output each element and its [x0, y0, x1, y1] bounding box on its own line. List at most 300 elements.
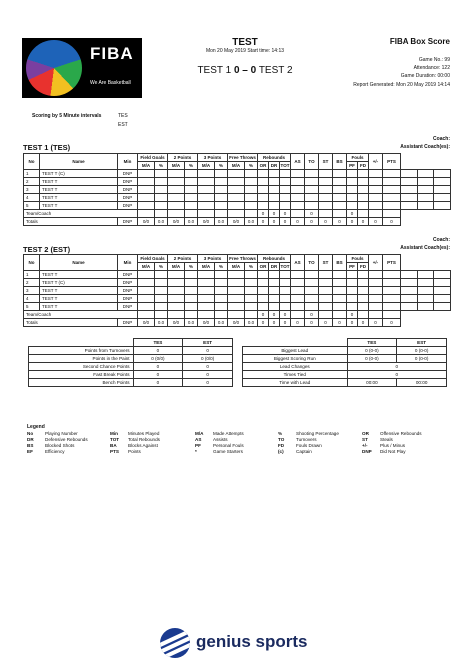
totals-pm: 0 [369, 319, 383, 327]
stats-row [29, 371, 233, 379]
game-duration: Game Duration: 00:00 [400, 73, 450, 79]
team1-assistant-coach: Assistant Coach(es): [400, 144, 450, 150]
stat-cell [168, 295, 185, 303]
stat-cell [245, 287, 258, 295]
stat-cell [369, 271, 383, 279]
basketball-globe-icon [26, 40, 82, 96]
stat-cell [258, 186, 269, 194]
stat-cell [401, 186, 418, 194]
legend-abbr: DR [27, 437, 34, 442]
col-pct: % [155, 162, 168, 170]
stat-cell [358, 170, 369, 178]
player-name: TEST T (C) [40, 279, 118, 287]
stat-cell [280, 295, 291, 303]
totals-p3-ma: 0/0 [198, 218, 215, 226]
stats-team2-header: EST [183, 339, 233, 347]
stat-cell [168, 202, 185, 210]
stat-cell [138, 303, 155, 311]
totals-st: 0 [319, 319, 333, 327]
stat-cell [198, 311, 215, 319]
legend-desc: Turnovers [296, 437, 317, 442]
stat-cell [280, 287, 291, 295]
totals-p3-ma: 0/0 [198, 319, 215, 327]
stat-cell [138, 186, 155, 194]
legend-desc: Steals [380, 437, 393, 442]
totals-p2-ma: 0/0 [168, 218, 185, 226]
stat-cell [347, 194, 358, 202]
stat-cell [358, 279, 369, 287]
stat-cell [401, 178, 418, 186]
col-pct: % [215, 263, 228, 271]
stats-team1-value: 0 [133, 363, 183, 371]
totals-fd: 0 [358, 218, 369, 226]
legend-abbr: AS [195, 437, 202, 442]
legend-abbr: +/- [362, 443, 368, 448]
stat-cell [245, 194, 258, 202]
intervals-team2: EST [118, 122, 128, 128]
legend-abbr: No [27, 431, 34, 436]
totals-st: 0 [319, 218, 333, 226]
stat-cell [319, 194, 333, 202]
totals-as: 0 [291, 319, 305, 327]
stat-cell [245, 279, 258, 287]
stat-cell [434, 303, 451, 311]
player-minutes: DNP [118, 202, 138, 210]
col-ma: M/A [138, 263, 155, 271]
col-dr: DR [269, 162, 280, 170]
stat-cell [333, 295, 347, 303]
stat-cell [434, 170, 451, 178]
totals-pf: 0 [347, 218, 358, 226]
player-name: TEST T [40, 303, 118, 311]
stats-team1-value: 0 (0/0) [133, 355, 183, 363]
stat-cell [369, 311, 383, 319]
player-number: 1 [24, 170, 40, 178]
scoreline [170, 65, 320, 76]
stat-cell [228, 210, 245, 218]
stat-cell [269, 279, 280, 287]
stat-cell [168, 194, 185, 202]
stat-cell [185, 194, 198, 202]
col-pct: % [215, 162, 228, 170]
stat-cell [401, 303, 418, 311]
stat-cell [305, 287, 319, 295]
col-ma: M/A [168, 263, 185, 271]
player-number: 5 [24, 303, 40, 311]
stat-cell [369, 170, 383, 178]
player-number: 2 [24, 279, 40, 287]
player-number: 1 [24, 271, 40, 279]
stats-team2-value: 0 [183, 347, 233, 355]
stat-cell [228, 271, 245, 279]
stat-cell [358, 303, 369, 311]
legend-title: Legend [27, 424, 45, 430]
stat-cell [245, 178, 258, 186]
team2-coach: Coach: [433, 237, 450, 243]
team-stats-left-table [28, 338, 233, 387]
legend-abbr: TO [278, 437, 285, 442]
stats-team2-value: 0 (0/0) [183, 355, 233, 363]
stats-label: Biggest Lead [243, 347, 348, 355]
stat-cell [155, 194, 168, 202]
stat-cell [185, 170, 198, 178]
stat-cell [347, 295, 358, 303]
genius-sports-logo [160, 626, 320, 662]
col-pct: % [185, 162, 198, 170]
stat-cell [291, 202, 305, 210]
stat-cell [333, 186, 347, 194]
legend-column-5 [362, 431, 422, 455]
stat-cell [215, 186, 228, 194]
stat-cell [369, 279, 383, 287]
stats-team1-value: 0 [133, 379, 183, 387]
stat-cell [358, 194, 369, 202]
stat-cell [358, 295, 369, 303]
totals-bs: 0 [333, 218, 347, 226]
col-3-points: 3 Points [198, 154, 228, 162]
totals-label: Totals [24, 218, 118, 226]
fiba-tagline: We Are Basketball [90, 80, 131, 86]
game-title: TEST [232, 37, 258, 48]
col-3-points: 3 Points [198, 255, 228, 263]
stat-cell [269, 303, 280, 311]
stat-cell [434, 194, 451, 202]
stat-cell [383, 202, 401, 210]
totals-tot: 0 [280, 218, 291, 226]
col-fouls: Fouls [347, 255, 369, 263]
team1-heading: TEST 1 (TES) [23, 143, 71, 152]
stats-row [29, 379, 233, 387]
stat-cell [228, 194, 245, 202]
col-min: Min [118, 154, 138, 170]
stats-team2-value: 00:00 [397, 379, 447, 387]
teamcoach-dr: 0 [269, 210, 280, 218]
player-minutes: DNP [118, 279, 138, 287]
stat-cell [305, 295, 319, 303]
legend-desc: Made Attempts [213, 431, 244, 436]
stat-cell [228, 170, 245, 178]
legend-entry [195, 449, 244, 455]
stat-cell [258, 202, 269, 210]
stat-cell [358, 311, 369, 319]
stat-cell [434, 186, 451, 194]
table-row [24, 170, 451, 178]
stat-cell [434, 202, 451, 210]
stat-cell [215, 194, 228, 202]
stat-cell [155, 210, 168, 218]
stat-cell [269, 295, 280, 303]
stat-cell [258, 178, 269, 186]
stat-cell [369, 303, 383, 311]
stat-cell [215, 295, 228, 303]
stat-cell [258, 303, 269, 311]
stat-cell [155, 287, 168, 295]
stats-label: Lead Changes [243, 363, 348, 371]
table-row [24, 303, 451, 311]
stat-cell [198, 271, 215, 279]
stat-cell [369, 202, 383, 210]
stat-cell [333, 311, 347, 319]
totals-row [24, 218, 451, 226]
stat-cell [369, 178, 383, 186]
stat-cell [319, 271, 333, 279]
stats-label: Points from Turnovers [29, 347, 134, 355]
stat-cell [245, 303, 258, 311]
stat-cell [305, 303, 319, 311]
stats-team2-value: 0 [183, 371, 233, 379]
stat-cell [280, 303, 291, 311]
col-ma: M/A [168, 162, 185, 170]
stat-cell [245, 295, 258, 303]
stat-cell [305, 194, 319, 202]
legend-desc: Offensive Rebounds [380, 431, 422, 436]
legend-desc: Playing Number [45, 431, 78, 436]
stat-cell [168, 271, 185, 279]
player-number: 2 [24, 178, 40, 186]
stat-cell [198, 202, 215, 210]
stats-team2-value: 0 (0-0) [397, 355, 447, 363]
score-value: 0 – 0 [233, 65, 257, 76]
col-ma: M/A [228, 162, 245, 170]
stat-cell [215, 303, 228, 311]
stat-cell [215, 210, 228, 218]
player-minutes: DNP [118, 287, 138, 295]
stat-cell [383, 271, 401, 279]
col-free-throws: Free Throws [229, 256, 256, 261]
stat-cell [168, 210, 185, 218]
player-minutes: DNP [118, 170, 138, 178]
totals-or: 0 [258, 218, 269, 226]
stat-cell [245, 170, 258, 178]
stat-cell [434, 287, 451, 295]
totals-p3-pct: 0.0 [215, 218, 228, 226]
col-tot: TOT [280, 163, 290, 168]
stat-cell [215, 311, 228, 319]
stat-cell [417, 202, 434, 210]
player-name: TEST T [40, 186, 118, 194]
col-no: No [24, 154, 40, 170]
stat-cell [347, 279, 358, 287]
stat-cell [417, 194, 434, 202]
legend-entry [110, 449, 160, 455]
stat-cell [291, 210, 305, 218]
player-number: 5 [24, 202, 40, 210]
col-or: OR [258, 162, 269, 170]
stat-cell [228, 178, 245, 186]
stat-cell [215, 271, 228, 279]
totals-ft-ma: 0/0 [228, 319, 245, 327]
col-field-goals: Field Goals [138, 255, 168, 263]
legend-abbr: PTS [110, 449, 119, 454]
totals-min: DNP [118, 319, 138, 327]
stats-row [243, 347, 447, 355]
stat-cell [333, 194, 347, 202]
stat-cell [138, 311, 155, 319]
stat-cell [198, 178, 215, 186]
player-number: 3 [24, 287, 40, 295]
legend-desc: Game Starters [213, 449, 243, 454]
stat-cell [358, 186, 369, 194]
stat-cell [138, 210, 155, 218]
stat-cell [280, 170, 291, 178]
stat-cell [291, 170, 305, 178]
legend-column-3 [195, 431, 244, 455]
stat-cell [185, 287, 198, 295]
genius-sports-icon [160, 628, 190, 658]
stat-cell [369, 287, 383, 295]
stat-cell [417, 295, 434, 303]
stat-cell [401, 170, 418, 178]
totals-dr: 0 [269, 319, 280, 327]
col-2-points: 2 Points [168, 154, 198, 162]
col-pct: % [245, 162, 258, 170]
team-stats-right-table [242, 338, 447, 387]
player-minutes: DNP [118, 303, 138, 311]
col-ma: M/A [138, 162, 155, 170]
stats-team1-value: 00:00 [347, 379, 397, 387]
stat-cell [319, 287, 333, 295]
stat-cell [319, 295, 333, 303]
stat-cell [138, 178, 155, 186]
stat-cell [215, 287, 228, 295]
col-2-points: 2 Points [168, 255, 198, 263]
stats-team1-value: 0 [133, 347, 183, 355]
legend-entry [27, 449, 88, 455]
stat-cell [333, 279, 347, 287]
header-row [24, 255, 451, 263]
stats-label: Fast Break Points [29, 371, 134, 379]
legend-abbr: Min [110, 431, 118, 436]
totals-fg-pct: 0.0 [155, 319, 168, 327]
stats-label: Biggest Scoring Run [243, 355, 348, 363]
stats-row [243, 379, 447, 387]
stats-row [29, 363, 233, 371]
team-coach-label: Team/Coach [24, 210, 138, 218]
stat-cell [291, 311, 305, 319]
stats-header-row [243, 339, 447, 347]
stat-cell [258, 295, 269, 303]
stat-cell [185, 178, 198, 186]
stat-cell [319, 202, 333, 210]
stat-cell [333, 271, 347, 279]
legend-abbr: BA [110, 443, 117, 448]
col-pts: PTS [383, 154, 401, 170]
stat-cell [347, 170, 358, 178]
player-minutes: DNP [118, 271, 138, 279]
fiba-wordmark: FIBA [90, 44, 134, 63]
totals-label: Totals [24, 319, 118, 327]
totals-p3-pct: 0.0 [215, 319, 228, 327]
stat-cell [347, 287, 358, 295]
stat-cell [185, 279, 198, 287]
stat-cell [245, 271, 258, 279]
stat-cell [155, 186, 168, 194]
teamcoach-pf: 0 [347, 311, 358, 319]
legend-column-4 [278, 431, 339, 455]
col-st: ST [319, 255, 333, 271]
totals-fg-pct: 0.0 [155, 218, 168, 226]
stat-cell [319, 186, 333, 194]
stat-cell [168, 311, 185, 319]
player-name: TEST T [40, 178, 118, 186]
stats-header-row [29, 339, 233, 347]
table-row [24, 194, 451, 202]
col-field-goals: Field Goals [138, 154, 168, 162]
col-fd: FD [358, 263, 369, 271]
totals-ft-ma: 0/0 [228, 218, 245, 226]
legend-abbr: PF [195, 443, 201, 448]
stat-cell [358, 202, 369, 210]
stat-cell [401, 271, 418, 279]
stat-cell [358, 210, 369, 218]
stat-cell [333, 178, 347, 186]
stat-cell [383, 295, 401, 303]
legend-desc: Captain [296, 449, 312, 454]
legend-desc: Efficiency [45, 449, 65, 454]
stat-cell [319, 303, 333, 311]
col-plus-minus: +/- [369, 255, 383, 271]
stat-cell [291, 279, 305, 287]
stats-team2-header: EST [397, 339, 447, 347]
legend-abbr: * [195, 449, 197, 454]
genius-sports-wordmark: genius sports [196, 632, 308, 651]
legend-abbr: DNP [362, 449, 372, 454]
attendance: Attendance: 122 [413, 65, 450, 71]
table-row [24, 279, 451, 287]
stat-cell [269, 271, 280, 279]
stat-cell [228, 186, 245, 194]
stat-cell [383, 303, 401, 311]
stat-cell [333, 202, 347, 210]
stat-cell [358, 287, 369, 295]
legend-column-1 [27, 431, 88, 455]
stat-cell [401, 194, 418, 202]
player-number: 4 [24, 295, 40, 303]
player-minutes: DNP [118, 186, 138, 194]
stat-cell [417, 186, 434, 194]
stat-cell [434, 295, 451, 303]
stat-cell [280, 186, 291, 194]
stat-cell [269, 170, 280, 178]
teamcoach-pf: 0 [347, 210, 358, 218]
totals-pts: 0 [383, 218, 401, 226]
stat-cell [434, 271, 451, 279]
stats-row [243, 363, 447, 371]
legend-abbr: % [278, 431, 283, 436]
stat-cell [347, 303, 358, 311]
stat-cell [291, 178, 305, 186]
stat-cell [369, 194, 383, 202]
stat-cell [269, 287, 280, 295]
stat-cell [347, 186, 358, 194]
stat-cell [269, 186, 280, 194]
stat-cell [138, 271, 155, 279]
stat-cell [258, 170, 269, 178]
stats-team1-header: TES [133, 339, 183, 347]
player-minutes: DNP [118, 178, 138, 186]
stats-row [243, 355, 447, 363]
totals-to: 0 [305, 218, 319, 226]
totals-p2-pct: 0.0 [185, 319, 198, 327]
player-name: TEST T (C) [40, 170, 118, 178]
legend-entry [278, 449, 339, 455]
col-as: AS [291, 255, 305, 271]
totals-as: 0 [291, 218, 305, 226]
stat-cell [228, 279, 245, 287]
player-name: TEST T [40, 295, 118, 303]
legend-desc: Points [128, 449, 141, 454]
game-datetime: Mon 20 May 2019 Start time: 14:13 [205, 48, 285, 54]
